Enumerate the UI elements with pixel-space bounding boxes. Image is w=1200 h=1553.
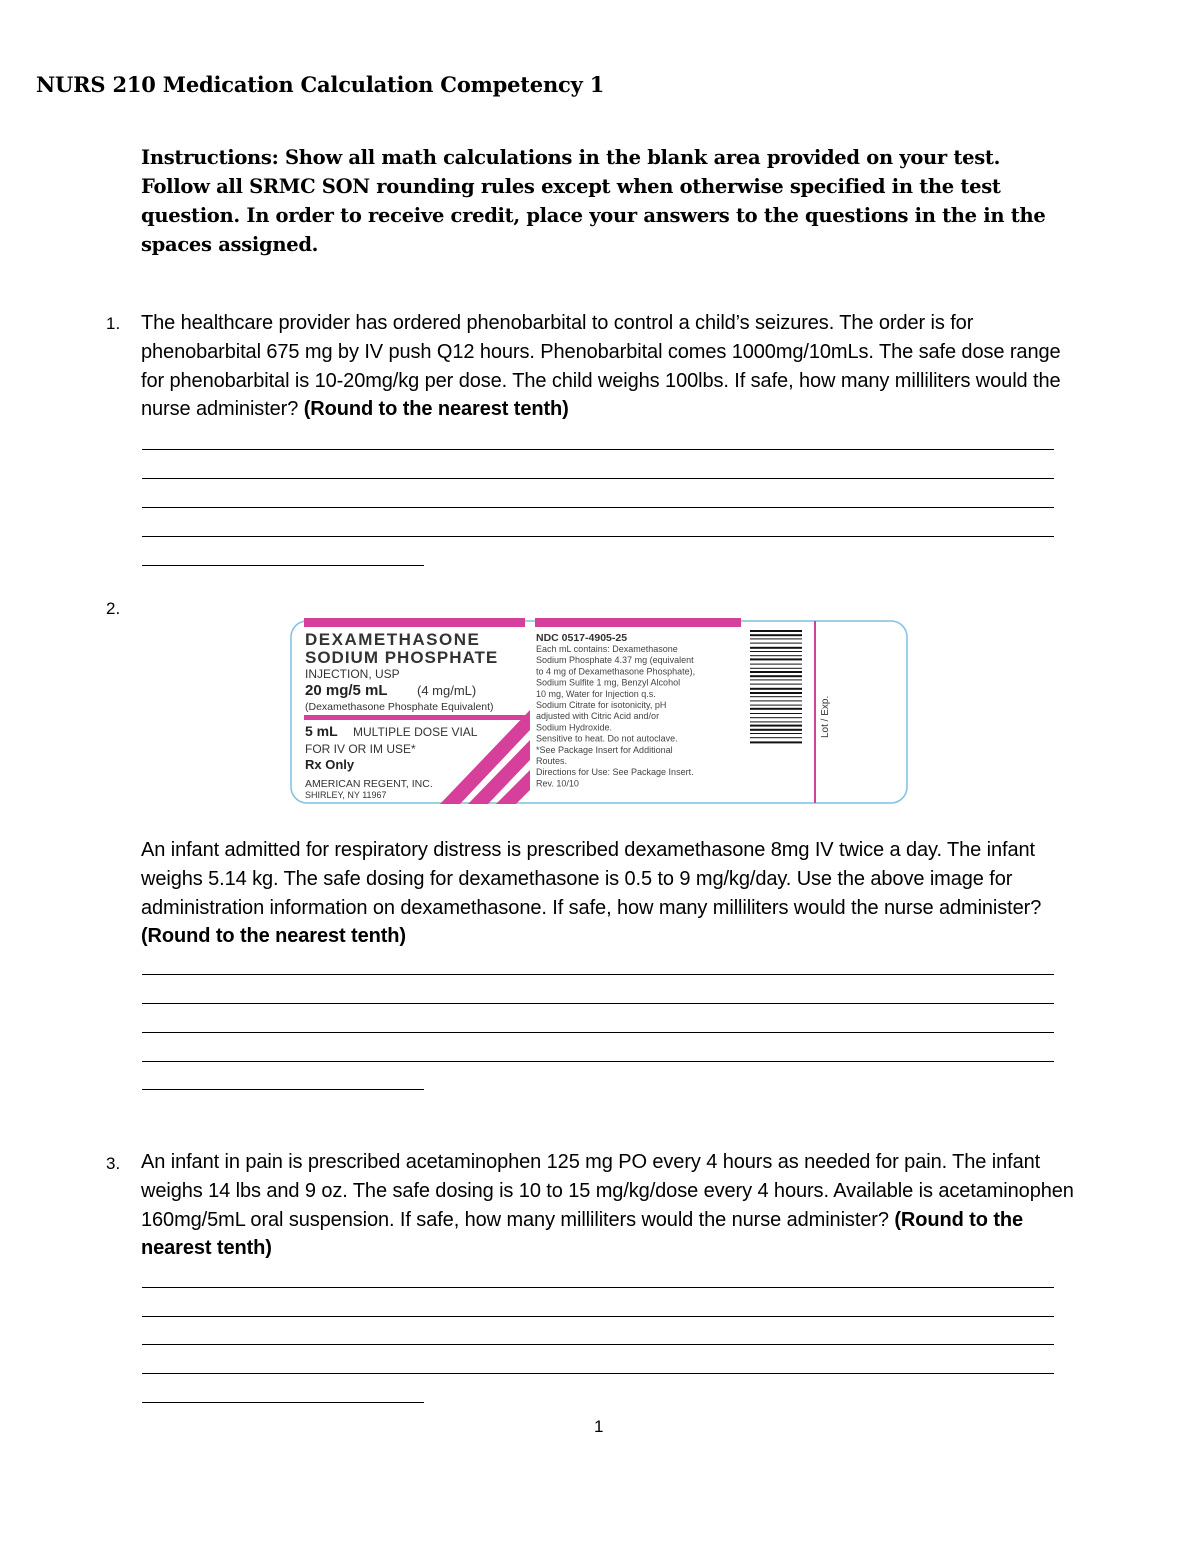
manufacturer-location: SHIRLEY, NY 11967	[305, 790, 387, 800]
question-2-rounding-note: (Round to the nearest tenth)	[141, 925, 406, 948]
vial-volume: 5 mL	[305, 723, 338, 739]
drug-name-line2: SODIUM PHOSPHATE	[305, 648, 499, 667]
barcode-bar	[750, 638, 802, 639]
label-contents-line: adjusted with Citric Acid and/or	[536, 711, 660, 722]
label-contents-line: Sodium Hydroxide.	[536, 722, 613, 733]
barcode-bar	[750, 630, 802, 632]
question-3-rounding-note: (Round to the nearest tenth)	[141, 1208, 1024, 1260]
manufacturer: AMERICAN REGENT, INC.	[305, 778, 433, 790]
question-2-body: An infant admitted for respiratory distress is prescribed dexamethasone 8mg IV twice a day. The infant weighs 5.14 kg. The safe dosing for dexamethasone is 0.5 to 9 mg/kg/day. Use the above image for administration information on dexamethasone. If safe, how many milliliters would the nurse administer?	[141, 839, 1042, 919]
barcode-bar	[750, 651, 802, 652]
question-2-text	[141, 836, 1076, 951]
barcode-bar	[750, 679, 802, 680]
label-top-bar-left	[304, 618, 525, 627]
barcode-bar	[750, 643, 802, 644]
barcode-bar	[750, 717, 802, 718]
question-1-body: The healthcare provider has ordered phenobarbital to control a child’s seizures. The order is for phenobarbital 675 mg by IV push Q12 hours. Phenobarbital comes 1000mg/10mLs. The safe dose range for phenobarbital is 10-20mg/kg per dose. The child weighs 100lbs. If safe, how many milliliters would the nurse administer?	[141, 312, 1061, 421]
answer-line	[142, 565, 424, 566]
question-3-number: 3.	[106, 1154, 121, 1173]
barcode-bar	[750, 713, 802, 714]
question-2-number: 2.	[106, 599, 121, 618]
page-number: 1	[594, 1417, 604, 1436]
barcode-bar	[750, 664, 802, 665]
question-1-number: 1.	[106, 314, 121, 333]
document-title: NURS 210 Medication Calculation Competency 1	[36, 72, 605, 97]
question-1-rounding-note: (Round to the nearest tenth)	[303, 398, 569, 421]
barcode-bar	[750, 708, 802, 710]
label-contents-line: to 4 mg of Dexamethasone Phosphate),	[536, 666, 696, 677]
barcode-bar	[750, 655, 802, 656]
label-contents-line: Sodium Citrate for isotonicity, pH	[536, 700, 667, 710]
barcode-bar	[750, 696, 802, 697]
barcode-bar	[750, 647, 802, 649]
barcode-bar	[750, 668, 802, 669]
drug-equivalent: (Dexamethasone Phosphate Equivalent)	[305, 701, 494, 713]
barcode-bar	[750, 721, 802, 722]
barcode-bar	[750, 741, 802, 743]
barcode-bar	[750, 700, 802, 701]
answer-line	[142, 449, 1054, 450]
drug-strength-per-ml: (4 mg/mL)	[417, 683, 477, 698]
label-contents-line: Sensitive to heat. Do not autoclave.	[536, 733, 678, 744]
answer-line	[142, 1373, 1054, 1374]
barcode-bar	[750, 671, 802, 673]
vial-type: MULTIPLE DOSE VIAL	[353, 725, 478, 739]
barcode-bar	[750, 733, 802, 734]
label-contents-line: 10 mg, Water for Injection q.s.	[536, 688, 656, 699]
barcode-bar	[750, 684, 802, 685]
label-right-divider	[814, 621, 816, 803]
barcode-bar	[750, 737, 802, 738]
drug-form: INJECTION, USP	[305, 667, 400, 681]
vial-label-graphic	[290, 618, 908, 804]
answer-line	[142, 478, 1054, 479]
answer-line	[142, 974, 1054, 975]
rx-only: Rx Only	[305, 757, 355, 772]
barcode-bar	[750, 675, 802, 677]
label-top-bar-right	[535, 618, 741, 627]
ndc-number: NDC 0517-4905-25	[536, 632, 628, 644]
vial-route: FOR IV OR IM USE*	[305, 742, 416, 756]
label-contents-line: Rev. 10/10	[536, 778, 579, 789]
answer-line	[142, 536, 1054, 537]
answer-line	[142, 1089, 424, 1090]
barcode-bar	[750, 658, 802, 660]
answer-line	[142, 1316, 1054, 1317]
barcode-bar	[750, 725, 802, 727]
instructions-text: Instructions: Show all math calculations in the blank area provided on your test. Follow all SRMC SON rounding rules except when otherwise specified in the test question. In order to receive credit, place your answers to the questions in the in the spaces assigned.	[141, 146, 1046, 256]
barcode-bar	[750, 705, 802, 706]
lot-exp-label: Lot / Exp.	[820, 695, 831, 738]
label-divider	[304, 715, 525, 720]
answer-line	[142, 1402, 424, 1403]
label-contents-line: *See Package Insert for Additional	[536, 744, 673, 755]
barcode-bar	[750, 692, 802, 694]
label-contents-line: Directions for Use: See Package Insert.	[536, 767, 694, 778]
answer-line	[142, 1287, 1054, 1288]
label-contents-line: Each mL contains: Dexamethasone	[536, 644, 678, 654]
answer-line	[142, 1003, 1054, 1004]
label-contents-line: Sodium Phosphate 4.37 mg (equivalent	[536, 655, 694, 666]
answer-line	[142, 1032, 1054, 1033]
answer-line	[142, 1061, 1054, 1062]
question-1-text	[141, 309, 1076, 424]
barcode-bar	[750, 729, 802, 731]
barcode-bar	[750, 688, 802, 690]
drug-strength: 20 mg/5 mL	[305, 682, 388, 699]
question-3-text	[141, 1148, 1076, 1263]
barcode-bar	[750, 634, 802, 636]
label-contents-line: Routes.	[536, 756, 568, 766]
label-contents-line: Sodium Sulfite 1 mg, Benzyl Alcohol	[536, 677, 681, 688]
answer-line	[142, 507, 1054, 508]
question-3-body: An infant in pain is prescribed acetaminophen 125 mg PO every 4 hours as needed for pain. The infant weighs 14 lbs and 9 oz. The safe dosing is 10 to 15 mg/kg/dose every 4 hours. Available is acetaminophen 160mg/5mL oral suspension. If safe, how many milliliters would the nurse administer?	[141, 1151, 1074, 1231]
answer-line	[142, 1344, 1054, 1345]
drug-name-line1: DEXAMETHASONE	[305, 630, 481, 649]
dexamethasone-vial-label	[290, 618, 908, 804]
